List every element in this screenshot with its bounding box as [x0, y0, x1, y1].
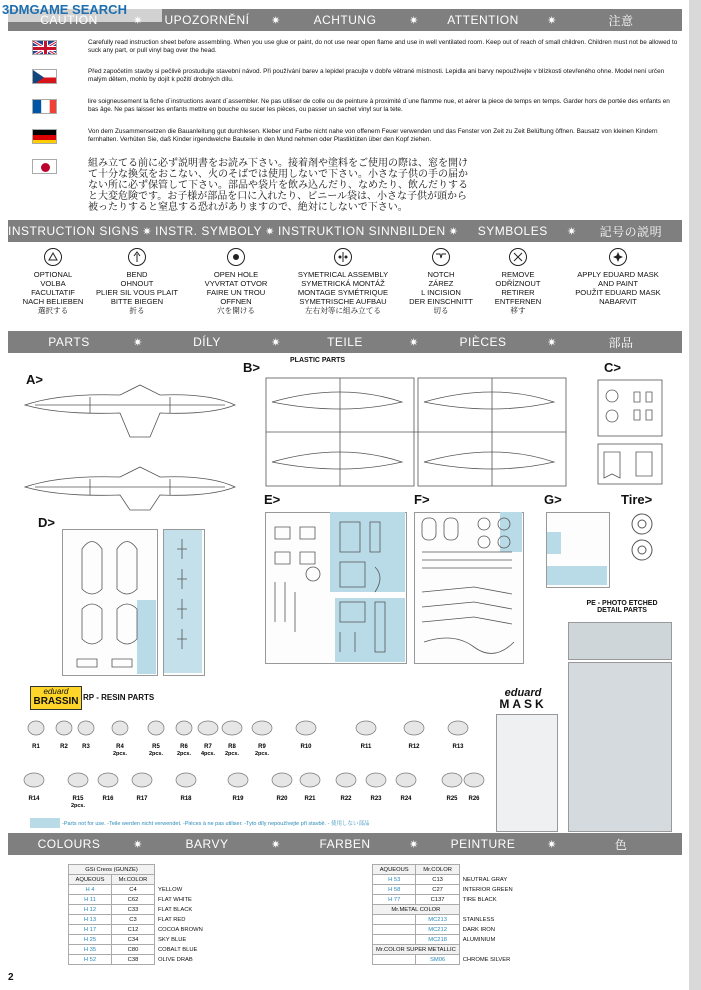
aqueous-code: H 58: [373, 885, 416, 895]
resin-part: [98, 773, 118, 802]
sign-line: ENTFERNEN: [494, 297, 542, 306]
resin-part: [300, 773, 320, 802]
resin-part-label: R3: [82, 744, 90, 750]
resin-part-label: R12: [408, 744, 420, 750]
watermark: [0, 0, 162, 22]
metal-code: MC218: [416, 935, 459, 945]
aqueous-code: H 52: [69, 955, 112, 965]
sign-remove: [482, 248, 554, 315]
sign-line: DER EINSCHNITT: [409, 297, 473, 306]
sprue-f-label: F>: [414, 492, 430, 507]
star-icon: ✷: [265, 225, 275, 238]
resin-part-shape: [28, 721, 44, 735]
sprue-e-parts: [265, 512, 405, 662]
japan-flag-icon: [32, 159, 57, 174]
super-code: SM06: [416, 955, 459, 965]
resin-part: [272, 773, 292, 802]
resin-part-qty: 2pcs.: [254, 751, 270, 757]
resin-part-shape: [300, 773, 320, 787]
pe-fret-large: [568, 662, 672, 832]
sprue-g-unused: [547, 566, 607, 585]
color-name: OLIVE DRAB: [158, 956, 193, 963]
resin-part: [366, 773, 386, 802]
note-jp: 組み立てる前に必ず説明書をお読み下さい。接着剤や塗料をご使用の際は、窓を開けて十分な換気をおこない、火のそばでは使用しないで下さい。小さな子供の手の届かない所に必ず保管して下さい。部品や袋片を飲み込んだり、なめたり、飲んだりすると大変危険です。お子様が部品を口に入れたり、ビニール袋は、小さな子供が頭から被ったりすると窒息する恐れがありますので、絶対にしないで下さい。: [88, 158, 468, 213]
resin-part-label: R6: [180, 744, 188, 750]
eduard-mask-icon: [609, 248, 627, 266]
sprue-g-unused: [547, 532, 561, 554]
mask-logo: [493, 688, 553, 710]
color-name: CHROME SILVER: [462, 956, 511, 963]
sign-symmetrical: [284, 248, 402, 315]
resin-part: [356, 721, 376, 750]
col-mr-color: Mr.COLOR: [112, 875, 155, 885]
sign-line: ZÁREZ: [428, 279, 454, 288]
mr-code: C13: [416, 875, 459, 885]
color-name: FLAT RED: [158, 916, 186, 923]
resin-part-shape: [24, 773, 44, 787]
color-name: DARK IRON: [462, 926, 495, 933]
resin-part-label: R5: [152, 744, 160, 750]
sign-bend: [94, 248, 180, 315]
resin-part-shape: [98, 773, 118, 787]
resin-part-shape: [252, 721, 272, 735]
col-aqueous: AQUEOUS: [69, 875, 112, 885]
metal-title: Mr.METAL COLOR: [373, 905, 460, 915]
resin-part-shape: [68, 773, 88, 787]
tire-label: Tire>: [621, 492, 653, 507]
resin-part: [396, 773, 416, 802]
resin-part: [448, 721, 468, 750]
parts-jp: 部品: [608, 335, 634, 350]
metal-code: MC212: [416, 925, 459, 935]
resin-part-label: R17: [136, 796, 148, 802]
sprue-g-label: G>: [544, 492, 562, 507]
star-icon: ✷: [547, 14, 557, 27]
sign-line: 折る: [129, 306, 145, 315]
color-name: FLAT BLACK: [158, 906, 193, 913]
resin-part-shape: [272, 773, 292, 787]
table-row: [373, 875, 617, 885]
colours-de: FARBEN: [319, 837, 371, 851]
resin-part: [198, 721, 218, 757]
sign-line: FAIRE UN TROU: [206, 288, 266, 297]
color-name: INTERIOR GREEN: [462, 886, 513, 893]
mr-code: C33: [112, 905, 155, 915]
resin-part: [56, 721, 72, 750]
colours-en: COLOURS: [37, 837, 101, 851]
table-row: [69, 935, 312, 945]
sprue-c-label: C>: [604, 360, 621, 375]
sign-line: NABARVIT: [599, 297, 637, 306]
parts-en: PARTS: [48, 335, 90, 349]
sprue-b-drawing: [262, 372, 570, 492]
sign-line: NOTCH: [427, 270, 455, 279]
star-icon: ✷: [133, 336, 143, 349]
optional-icon: [44, 248, 62, 266]
resin-part: [176, 773, 196, 802]
parts-band: [8, 331, 682, 353]
sign-line: AND PAINT: [598, 279, 638, 288]
caution-de: ACHTUNG: [313, 13, 377, 27]
sign-line: OFFNEN: [220, 297, 252, 306]
resin-part-shape: [56, 721, 72, 735]
colours-jp: 色: [614, 837, 628, 852]
resin-part: [68, 773, 88, 809]
not-for-use-swatch: [30, 818, 60, 828]
resin-part: [24, 773, 44, 802]
resin-part: [336, 773, 356, 802]
sign-line: 左右対等に組み立てる: [305, 306, 381, 315]
sign-line: L INCISION: [421, 288, 461, 297]
resin-part-label: R18: [180, 796, 192, 802]
sign-line: PLIER SIL VOUS PLAIT: [95, 288, 178, 297]
resin-part-label: R22: [340, 796, 352, 802]
resin-part-shape: [396, 773, 416, 787]
resin-part-label: R24: [400, 796, 412, 802]
resin-part-shape: [176, 773, 196, 787]
color-table-left: [68, 864, 312, 965]
star-icon: ✷: [271, 14, 281, 27]
table-row: [69, 945, 312, 955]
table-row: [69, 885, 312, 895]
caution-cz: UPOZORNĚNÍ: [164, 13, 250, 27]
notch-icon: [432, 248, 450, 266]
aqueous-code: H 4: [69, 885, 112, 895]
sprue-d-parts: [62, 529, 204, 675]
table-title: GSi Creos (GUNZE): [69, 865, 155, 875]
resin-part: [442, 773, 462, 802]
resin-part-label: R1: [32, 744, 40, 750]
color-name: TIRE BLACK: [462, 896, 497, 903]
star-icon: ✷: [142, 225, 153, 238]
resin-part: [78, 721, 94, 750]
signs-jp: 記号の説明: [599, 224, 663, 239]
sign-line: FACULTATIF: [31, 288, 75, 297]
side-bar: [689, 0, 701, 990]
note-de: Von dem Zusammensetzen die Bauanleitung gut durchlesen. Kleber und Farbe nicht nahe von offenem Feuer verwenden und das Fenster von Zeit zu Zeit Belüftung öffnen. Bausatz von kleinen Kindern fernhalten. Verhüten Sie, daß Kinder irgendwelche Bauteile in den Mund nehmen oder Plastiktüten über den Kopf ziehen.: [88, 128, 658, 143]
signs-cz: INSTR. SYMBOLY: [155, 224, 262, 238]
resin-part-label: R15: [72, 796, 84, 802]
resin-part-label: R16: [102, 796, 114, 802]
resin-part-shape: [448, 721, 468, 735]
signs-band: [8, 220, 682, 242]
table-row: [69, 895, 312, 905]
resin-part-label: R9: [258, 744, 266, 750]
note-cz: Před započetím stavby si pečlivě prostudujte stavební návod. Při používání barev a lepidel pracujte v dobře větrané místnosti. Lepidla ani barvy nepoužívejte v blízkosti otevřeného ohne. Model není určen malým dětem, mohlo by dojít k požití drobných dílu.: [88, 68, 665, 83]
sprue-e-label: E>: [264, 492, 281, 507]
colours-band: [8, 833, 682, 855]
resin-part-shape: [228, 773, 248, 787]
sign-line: MONTAGE SYMÉTRIQUE: [297, 288, 389, 297]
plastic-parts-title: PLASTIC PARTS: [290, 357, 346, 364]
brassin-logo-bottom: BRASSIN: [33, 696, 79, 707]
sign-line: POUŽIT EDUARD MASK: [575, 288, 661, 297]
remove-icon: [509, 248, 527, 266]
sign-line: 移す: [510, 306, 526, 315]
resin-part: [228, 773, 248, 802]
pe-title: [562, 600, 682, 614]
sign-optional: [14, 248, 92, 315]
resin-part-shape: [442, 773, 462, 787]
aqueous-code: H 77: [373, 895, 416, 905]
note-fr: lire soigneusement la fiche d´instructions avant d´assembler. Ne pas utiliser de colle ou de peinture à proximité d´une flamme nue, et aérer la piece de temps en temps. Garder hors de portée des enfants en bas âge. Ne pas laisser les enfants mettre en bouche ou sucer les pièces, ou passer un sachet vinyl sur la tete.: [88, 98, 670, 113]
color-name: FLAT WHITE: [158, 896, 192, 903]
mask-logo-top: eduard: [504, 687, 542, 699]
symmetrical-assembly-icon: [334, 248, 352, 266]
sign-line: BEND: [126, 270, 148, 279]
signs-de: INSTRUKTION SINNBILDEN: [277, 224, 446, 238]
sign-line: 穴を開ける: [217, 306, 255, 315]
color-name: SKY BLUE: [158, 936, 187, 943]
resin-part-label: R8: [228, 744, 236, 750]
resin-part-shape: [464, 773, 484, 787]
german-flag-icon: [32, 129, 57, 144]
sign-line: VYVRTAT OTVOR: [204, 279, 268, 288]
table-row: [373, 885, 617, 895]
star-icon: ✷: [566, 225, 577, 238]
star-icon: ✷: [409, 838, 419, 851]
watermark-text: 3DMGAME SEARCH: [2, 2, 127, 17]
mr-code: C3: [112, 915, 155, 925]
resin-part-label: R4: [116, 744, 124, 750]
mask-logo-bottom: MASK: [499, 697, 547, 711]
mr-code: C38: [112, 955, 155, 965]
sign-line: REMOVE: [501, 270, 535, 279]
sign-line: VOLBA: [40, 279, 66, 288]
pe-title-line: PE - PHOTO ETCHED: [586, 600, 658, 607]
sign-line: OPEN HOLE: [213, 270, 259, 279]
table-row: [69, 905, 312, 915]
resin-part-shape: [148, 721, 164, 735]
sign-line: APPLY EDUARD MASK: [577, 270, 659, 279]
resin-part-qty: 2pcs.: [112, 751, 128, 757]
resin-part: [296, 721, 316, 750]
colours-fr: PEINTURE: [450, 837, 516, 851]
resin-part-label: R23: [370, 796, 382, 802]
resin-part-label: R20: [276, 796, 288, 802]
aqueous-code: H 11: [69, 895, 112, 905]
color-name: COBALT BLUE: [158, 946, 198, 953]
resin-part-shape: [336, 773, 356, 787]
sign-line: SYMETRISCHE AUFBAU: [299, 297, 387, 306]
color-table-right: [372, 864, 617, 965]
resin-part-label: R2: [60, 744, 68, 750]
table-row: [373, 915, 617, 925]
french-flag-icon: [32, 99, 57, 114]
resin-part: [404, 721, 424, 750]
sign-line: SYMETRICAL ASSEMBLY: [297, 270, 389, 279]
not-for-use-note: -Parts not for use. -Teile werden nicht verwendet. -Pièces à ne pas utiliser. -Tyto díly nepoužívejte při stavbě. - 使用しない部品: [62, 821, 370, 827]
resin-part-qty: 2pcs.: [70, 803, 86, 809]
aqueous-code: H 53: [373, 875, 416, 885]
table-row: [373, 895, 617, 905]
uk-flag-icon: [32, 40, 57, 55]
resin-part-label: R14: [28, 796, 40, 802]
tire-drawing: [626, 510, 666, 570]
table-row: [69, 955, 312, 965]
colours-cz: BARVY: [185, 837, 229, 851]
mr-code: C137: [416, 895, 459, 905]
star-icon: ✷: [409, 336, 419, 349]
resin-part: [132, 773, 152, 802]
mr-code: C80: [112, 945, 155, 955]
resin-part-label: R21: [304, 796, 316, 802]
resin-part-shape: [404, 721, 424, 735]
signs-fr: SYMBOLES: [477, 224, 548, 238]
resin-part-qty: 2pcs.: [148, 751, 164, 757]
brassin-logo-top: eduard: [43, 687, 69, 696]
resin-part-label: R10: [300, 744, 312, 750]
mr-code: C12: [112, 925, 155, 935]
caution-jp: 注意: [608, 13, 634, 28]
aqueous-code: H 25: [69, 935, 112, 945]
resin-parts-title: RP - RESIN PARTS: [83, 693, 155, 702]
resin-part-shape: [176, 721, 192, 735]
resin-part-qty: 2pcs.: [176, 751, 192, 757]
sprue-b-label: B>: [243, 360, 260, 375]
sprue-a-drawing: [20, 375, 240, 515]
sign-mask: [558, 248, 678, 306]
metal-code: MC213: [416, 915, 459, 925]
pe-fret-small: [568, 622, 672, 660]
resin-part-qty: 4pcs.: [200, 751, 216, 757]
sprue-f-parts: [414, 512, 522, 662]
sign-line: ODŘÍZNOUT: [495, 279, 541, 288]
sign-line: 選択する: [37, 306, 69, 315]
resin-part-label: R13: [452, 744, 464, 750]
resin-part: [148, 721, 164, 757]
resin-part: [464, 773, 484, 802]
star-icon: ✷: [133, 838, 143, 851]
brassin-logo: [30, 686, 82, 710]
aqueous-code: H 12: [69, 905, 112, 915]
color-name: ALUMINIUM: [462, 936, 496, 943]
resin-part: [112, 721, 128, 757]
open-hole-icon: [227, 248, 245, 266]
mr-code: C62: [112, 895, 155, 905]
sign-line: RETIRER: [501, 288, 535, 297]
star-icon: ✷: [448, 225, 459, 238]
page-number: 2: [8, 972, 14, 983]
table-row: [373, 925, 617, 935]
pe-title-line: DETAIL PARTS: [597, 607, 647, 614]
star-icon: ✷: [547, 336, 557, 349]
resin-part-shape: [112, 721, 128, 735]
resin-part-label: R26: [468, 796, 480, 802]
star-icon: ✷: [271, 336, 281, 349]
sprue-c-drawing: [596, 378, 666, 488]
table-row: [373, 935, 617, 945]
note-en: Carefully read instruction sheet before assembling. When you use glue or paint, do not use near open flame and use in well ventilated room. Keep out of reach of small children. Children must not be allowed to suck any part, or pull vinyl bag over the head.: [88, 39, 678, 54]
resin-part-label: R25: [446, 796, 458, 802]
mr-code: C4: [112, 885, 155, 895]
resin-part-shape: [222, 721, 242, 735]
mask-sheet: [496, 714, 558, 832]
color-name: YELLOW: [158, 886, 183, 893]
resin-part-shape: [296, 721, 316, 735]
resin-part-label: R7: [204, 744, 212, 750]
color-name: NEUTRAL GRAY: [462, 876, 508, 883]
caution-fr: ATTENTION: [447, 13, 519, 27]
star-icon: ✷: [547, 838, 557, 851]
sign-line: BITTE BIEGEN: [110, 297, 164, 306]
sign-notch: [404, 248, 478, 315]
sign-open-hole: [194, 248, 278, 315]
color-name: STAINLESS: [462, 916, 495, 923]
star-icon: ✷: [271, 838, 281, 851]
resin-part: [252, 721, 272, 757]
resin-parts-row: [0, 710, 490, 810]
super-title: Mr.COLOR SUPER METALLIC: [373, 945, 460, 955]
mr-code: C34: [112, 935, 155, 945]
sign-line: OPTIONAL: [33, 270, 73, 279]
parts-cz: DÍLY: [193, 335, 221, 349]
col-mr-color: Mr.COLOR: [416, 865, 459, 875]
sign-line: OHNOUT: [120, 279, 154, 288]
sign-line: SYMETRICKÁ MONTÁŽ: [301, 279, 385, 288]
sprue-a-label: A>: [26, 372, 43, 387]
table-row: [69, 915, 312, 925]
resin-part-shape: [198, 721, 218, 735]
aqueous-code: H 17: [69, 925, 112, 935]
resin-part-shape: [356, 721, 376, 735]
sign-line: 切る: [433, 306, 449, 315]
star-icon: ✷: [409, 14, 419, 27]
sign-line: NACH BELIEBEN: [22, 297, 84, 306]
czech-flag-icon: [32, 69, 57, 84]
sprue-d-label: D>: [38, 515, 55, 530]
color-name: COCOA BROWN: [158, 926, 203, 933]
table-row: [69, 925, 312, 935]
mr-code: C27: [416, 885, 459, 895]
aqueous-code: H 13: [69, 915, 112, 925]
resin-part: [28, 721, 44, 750]
resin-part-label: R19: [232, 796, 244, 802]
bend-icon: [128, 248, 146, 266]
resin-part-shape: [132, 773, 152, 787]
resin-part: [176, 721, 192, 757]
col-aqueous: AQUEOUS: [373, 865, 416, 875]
resin-part-shape: [78, 721, 94, 735]
resin-part-qty: 2pcs.: [224, 751, 240, 757]
signs-en: INSTRUCTION SIGNS: [8, 224, 140, 238]
resin-part-label: R11: [360, 744, 372, 750]
aqueous-code: H 35: [69, 945, 112, 955]
resin-part-shape: [366, 773, 386, 787]
parts-de: TEILE: [327, 335, 363, 349]
table-row: [373, 955, 617, 965]
parts-fr: PIÈCES: [459, 335, 507, 349]
resin-part: [222, 721, 242, 757]
